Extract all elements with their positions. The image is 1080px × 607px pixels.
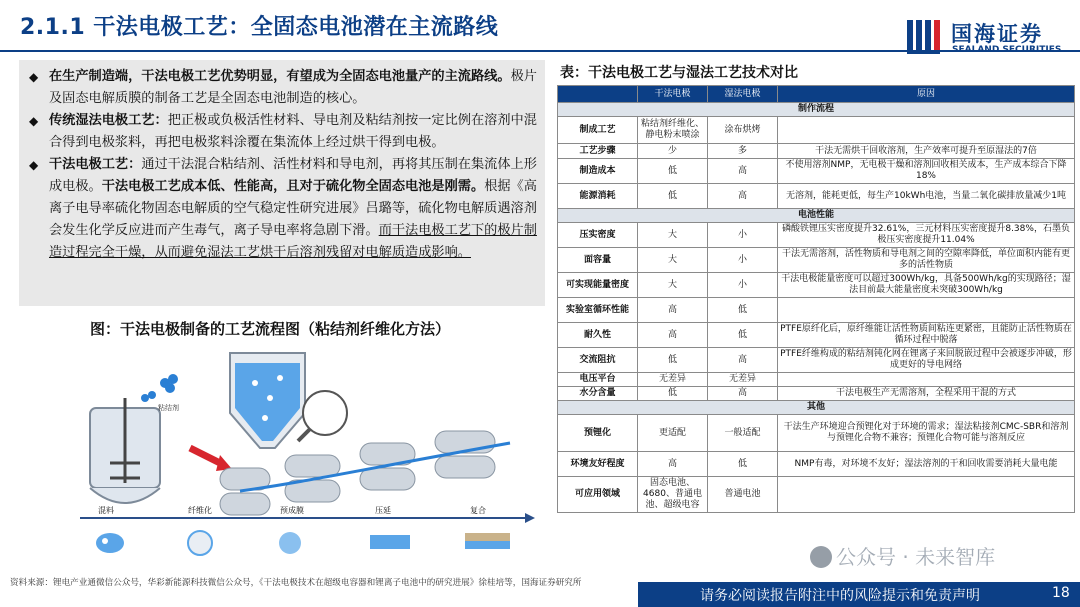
table-row bbox=[558, 144, 1075, 159]
row-label: 实验室循环性能 bbox=[558, 298, 638, 323]
step-label: 复合 bbox=[470, 506, 486, 515]
step-label: 压延 bbox=[375, 506, 391, 515]
table-caption: 表：干法电极工艺与湿法工艺技术对比 bbox=[560, 65, 798, 81]
wet-cell: 小 bbox=[708, 273, 778, 298]
mixing-tank-illustration bbox=[90, 398, 160, 503]
wet-cell: 涂布烘烤 bbox=[708, 117, 778, 144]
bullet-1 bbox=[27, 66, 537, 110]
page-title: 2.1.1 干法电极工艺：全固态电池潜在主流路线 bbox=[20, 15, 499, 40]
bullet-3-text-a: 通过干法混合粘结剂、活性材料和导电剂，再将其压制在集流体上形成电极。 bbox=[49, 157, 537, 194]
table-row bbox=[558, 248, 1075, 273]
magnifier-icon bbox=[303, 391, 347, 435]
wet-cell: 高 bbox=[708, 184, 778, 209]
red-arrow-icon bbox=[190, 448, 220, 463]
dry-cell: 大 bbox=[638, 273, 708, 298]
table-row bbox=[558, 159, 1075, 184]
row-label: 可实现能量密度 bbox=[558, 273, 638, 298]
wet-cell: 多 bbox=[708, 144, 778, 159]
table-row bbox=[558, 387, 1075, 401]
binder-label: 粘结剂 bbox=[158, 404, 179, 412]
diamond-bullet-icon: ◆ bbox=[29, 114, 39, 128]
wet-cell: 低 bbox=[708, 298, 778, 323]
dry-cell: 大 bbox=[638, 248, 708, 273]
header-cell bbox=[558, 86, 638, 103]
reason-cell: 干法无需溶剂，活性物质和导电剂之间的空隙率降低，单位面积内能有更多的活性物质 bbox=[778, 248, 1075, 273]
reason-cell bbox=[778, 298, 1075, 323]
header-divider bbox=[0, 50, 1080, 52]
reason-cell: PTFE纤维构成的粘结剂钝化网在锂离子来回脱嵌过程中会被逐步冲破，形成更好的导电网络 bbox=[778, 348, 1075, 373]
reason-cell: 干法电极生产无需溶剂，全程采用干混的方式 bbox=[778, 387, 1075, 401]
company-logo bbox=[905, 16, 1065, 60]
bullet-3-bold: 干法电极工艺： bbox=[49, 157, 142, 172]
dry-cell: 低 bbox=[638, 387, 708, 401]
dry-cell: 少 bbox=[638, 144, 708, 159]
table-row bbox=[558, 348, 1075, 373]
wet-cell: 无差异 bbox=[708, 373, 778, 387]
dry-cell: 低 bbox=[638, 348, 708, 373]
diamond-bullet-icon: ◆ bbox=[29, 158, 39, 172]
dry-cell: 高 bbox=[638, 298, 708, 323]
row-label: 环境友好程度 bbox=[558, 452, 638, 477]
step-label: 纤维化 bbox=[188, 506, 212, 515]
bullet-2-bold: 传统湿法电极工艺： bbox=[49, 113, 168, 128]
table-header-row bbox=[558, 86, 1075, 103]
row-label: 面容量 bbox=[558, 248, 638, 273]
wet-cell: 高 bbox=[708, 348, 778, 373]
bullet-2 bbox=[27, 110, 537, 154]
logo-cn-text: 国海证券 bbox=[951, 22, 1043, 46]
row-label: 能源消耗 bbox=[558, 184, 638, 209]
row-label: 可应用领域 bbox=[558, 477, 638, 513]
wet-cell: 一般适配 bbox=[708, 415, 778, 452]
table-row bbox=[558, 477, 1075, 513]
wet-cell: 小 bbox=[708, 248, 778, 273]
diamond-bullet-icon: ◆ bbox=[29, 70, 39, 84]
step-illustrations bbox=[96, 531, 510, 555]
header-cell: 干法电极 bbox=[638, 86, 708, 103]
header-cell: 湿法电极 bbox=[708, 86, 778, 103]
dry-cell: 低 bbox=[638, 184, 708, 209]
step-label: 预成膜 bbox=[280, 506, 304, 515]
table-row bbox=[558, 117, 1075, 144]
table-row bbox=[558, 373, 1075, 387]
wet-cell: 高 bbox=[708, 159, 778, 184]
page-number: 18 bbox=[1052, 585, 1070, 601]
wet-cell: 低 bbox=[708, 323, 778, 348]
figure-caption: 图：干法电极制备的工艺流程图（粘结剂纤维化方法） bbox=[90, 320, 451, 338]
hopper-illustration bbox=[230, 353, 305, 448]
wet-cell: 低 bbox=[708, 452, 778, 477]
bullet-2-text: 把正极或负极活性材料、导电剂及粘结剂按一定比例在溶剂中混合得到电极浆料，再把电极浆料涂覆在集流体上经过烘干得到电极。 bbox=[49, 113, 537, 150]
bullet-3 bbox=[27, 154, 537, 264]
reason-cell: 磷酸铁锂压实密度提升32.61%，三元材料压实密度提升8.38%，石墨负极压实密度提升11.04% bbox=[778, 223, 1075, 248]
row-label: 工艺步骤 bbox=[558, 144, 638, 159]
section-header: 其他 bbox=[558, 401, 1075, 415]
bullet-1-bold: 在生产制造端，干法电极工艺优势明显，有望成为全固态电池量产的主流路线。 bbox=[49, 69, 511, 84]
reason-cell bbox=[778, 477, 1075, 513]
row-label: 压实密度 bbox=[558, 223, 638, 248]
dry-cell: 低 bbox=[638, 159, 708, 184]
step-arrow-bar bbox=[80, 513, 535, 523]
table-row bbox=[558, 323, 1075, 348]
wet-cell: 普通电池 bbox=[708, 477, 778, 513]
table-row bbox=[558, 184, 1075, 209]
row-label: 制成工艺 bbox=[558, 117, 638, 144]
reason-cell bbox=[778, 373, 1075, 387]
disclaimer-text: 请务必阅读报告附注中的风险提示和免责声明 bbox=[700, 588, 980, 604]
watermark bbox=[810, 541, 995, 570]
reason-cell: 无溶剂，能耗更低，每生产10kWh电池，当量二氧化碳排放量减少1吨 bbox=[778, 184, 1075, 209]
dry-cell: 高 bbox=[638, 323, 708, 348]
reason-cell: 干法电极能量密度可以超过300Wh/kg，具备500Wh/kg的实现路径；湿法目前最大能量密度未突破300Wh/kg bbox=[778, 273, 1075, 298]
row-label: 耐久性 bbox=[558, 323, 638, 348]
reason-cell: 干法生产环境迎合预锂化对于环境的需求；湿法粘接剂CMC-SBR和溶剂与预锂化合物不兼容；预锂化合物可能与溶剂反应 bbox=[778, 415, 1075, 452]
table-row bbox=[558, 223, 1075, 248]
wechat-icon bbox=[810, 546, 832, 568]
row-label: 电压平台 bbox=[558, 373, 638, 387]
bullet-1-text: 极片及固态电解质膜的制备工艺是全固态电池制造的核心。 bbox=[49, 69, 537, 106]
dry-cell: 粘结剂纤维化、静电粉末喷涂 bbox=[638, 117, 708, 144]
dry-cell: 无差异 bbox=[638, 373, 708, 387]
bullet-3-text-b: 根据《高离子电导率硫化物固态电解质的空气稳定性研究进展》吕璐等，硫化物电解质遇溶剂会发生化学反应进而产生毒气，离子导电率将急剧下滑。 bbox=[49, 179, 537, 238]
section-header: 制作流程 bbox=[558, 103, 1075, 117]
dry-cell: 固态电池、4680、普通电池、超级电容 bbox=[638, 477, 708, 513]
header-cell: 原因 bbox=[778, 86, 1075, 103]
bullet-3-underlined: 而干法电极工艺下的极片制造过程完全干燥，从而避免湿法工艺烘干后溶剂残留对电解质造成影响。 bbox=[49, 223, 537, 260]
row-label: 制造成本 bbox=[558, 159, 638, 184]
reason-cell bbox=[778, 117, 1075, 144]
dry-cell: 大 bbox=[638, 223, 708, 248]
watermark-text: 公众号 · 未来智库 bbox=[836, 545, 996, 569]
reason-cell: NMP有毒，对环境不友好；湿法溶剂的干和回收需要消耗大量电能 bbox=[778, 452, 1075, 477]
reason-cell: 干法无需烘干回收溶剂，生产效率可提升至原湿法的7倍 bbox=[778, 144, 1075, 159]
process-flow-diagram bbox=[70, 343, 540, 571]
comparison-table bbox=[557, 85, 1075, 513]
wet-cell: 高 bbox=[708, 387, 778, 401]
row-label: 水分含量 bbox=[558, 387, 638, 401]
binder-particles bbox=[141, 374, 178, 402]
table-row bbox=[558, 452, 1075, 477]
table-row bbox=[558, 298, 1075, 323]
step-label: 混料 bbox=[98, 506, 114, 515]
wet-cell: 小 bbox=[708, 223, 778, 248]
table-row bbox=[558, 415, 1075, 452]
reason-cell: PTFE原纤化后，原纤维能让活性物质间粘连更紧密，且能防止活性物质在循环过程中脱落 bbox=[778, 323, 1075, 348]
table-row bbox=[558, 273, 1075, 298]
row-label: 预锂化 bbox=[558, 415, 638, 452]
bullet-3-bold-2: 干法电极工艺成本低、性能高，且对于硫化物全固态电池是刚需。 bbox=[101, 179, 485, 194]
reason-cell: 不使用溶剂NMP，无电极干燥和溶剂回收相关成本，生产成本综合下降18% bbox=[778, 159, 1075, 184]
source-note: 资料来源：锂电产业通微信公众号，华彩新能源科技微信公众号，《干法电极技术在超级电容器和锂离子电池中的研究进展》徐桂培等，国海证券研究所 bbox=[10, 578, 582, 588]
dry-cell: 更适配 bbox=[638, 415, 708, 452]
dry-cell: 高 bbox=[638, 452, 708, 477]
row-label: 交流阻抗 bbox=[558, 348, 638, 373]
summary-bullets bbox=[19, 60, 545, 306]
section-header: 电池性能 bbox=[558, 209, 1075, 223]
